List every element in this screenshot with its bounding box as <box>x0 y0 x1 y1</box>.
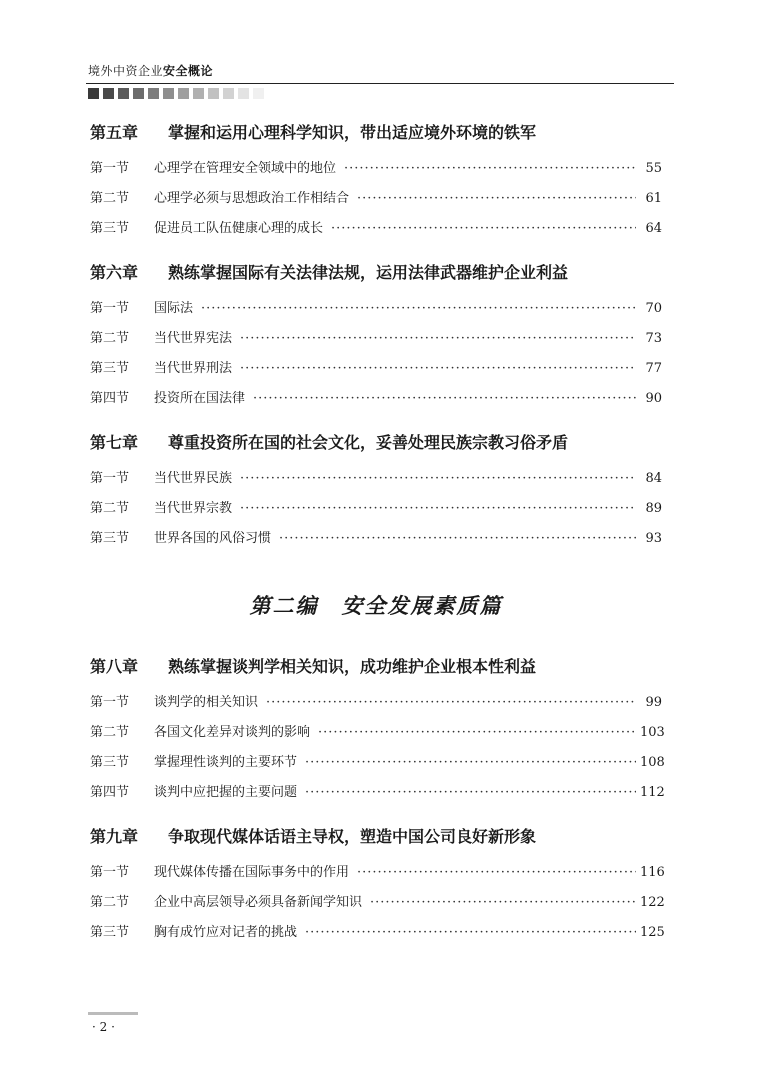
leader-dots <box>240 464 636 494</box>
leader-dots <box>305 918 636 948</box>
page-ref: 61 <box>645 191 662 206</box>
decor-square <box>133 88 144 99</box>
chapter-title: 熟练掌握国际有关法律法规，运用法律武器维护企业利益 <box>168 262 569 282</box>
toc-entry <box>90 384 662 414</box>
section-number: 第三节 <box>90 755 130 770</box>
toc-entry <box>90 748 665 778</box>
section-number: 第一节 <box>90 695 130 710</box>
toc-entry <box>90 858 665 888</box>
leader-dots <box>318 718 636 748</box>
section-number: 第二节 <box>90 725 130 740</box>
page-ref: 77 <box>645 361 662 376</box>
page-ref: 93 <box>645 531 662 546</box>
decor-square <box>223 88 234 99</box>
toc-entry <box>90 778 665 808</box>
section-title: 企业中高层领导必须具备新闻学知识 <box>154 895 363 910</box>
section-title: 谈判中应把握的主要问题 <box>154 785 298 800</box>
decor-square <box>208 88 219 99</box>
toc-entry <box>90 718 665 748</box>
header-title-plain: 境外中资企业 <box>88 64 164 78</box>
section-title: 国际法 <box>154 301 194 316</box>
section-number: 第三节 <box>90 925 130 940</box>
section-title: 胸有成竹应对记者的挑战 <box>154 925 298 940</box>
decor-square <box>253 88 264 99</box>
page-ref: 84 <box>645 471 662 486</box>
section-title: 当代世界宗教 <box>154 501 233 516</box>
leader-dots <box>240 494 636 524</box>
page-ref: 70 <box>645 301 662 316</box>
page-ref: 55 <box>645 161 662 176</box>
toc-entry <box>90 294 662 324</box>
page-ref: 122 <box>640 895 665 910</box>
section-title: 心理学必须与思想政治工作相结合 <box>154 191 350 206</box>
page-ref: 64 <box>645 221 662 236</box>
leader-dots <box>279 524 636 554</box>
toc-entry <box>90 888 665 918</box>
chapter-number: 第九章 <box>90 826 139 846</box>
section-number: 第三节 <box>90 531 130 546</box>
leader-dots <box>305 778 636 808</box>
section-title: 当代世界宪法 <box>154 331 233 346</box>
chapter-title: 尊重投资所在国的社会文化，妥善处理民族宗教习俗矛盾 <box>168 432 569 452</box>
table-of-contents <box>90 118 665 948</box>
leader-dots <box>357 184 636 214</box>
decor-square <box>118 88 129 99</box>
section-number: 第二节 <box>90 895 130 910</box>
page-ref: 99 <box>645 695 662 710</box>
section-title: 投资所在国法律 <box>154 391 246 406</box>
decor-square <box>178 88 189 99</box>
decor-square <box>148 88 159 99</box>
chapter-heading <box>90 258 662 284</box>
chapter-number: 第八章 <box>90 656 139 676</box>
toc-entry <box>90 324 662 354</box>
decor-square <box>193 88 204 99</box>
page-ref: 103 <box>640 725 665 740</box>
section-number: 第二节 <box>90 501 130 516</box>
section-number: 第三节 <box>90 221 130 236</box>
decor-square <box>88 88 99 99</box>
page-number: · 2 · <box>92 1020 115 1034</box>
header-decor-squares <box>88 88 264 99</box>
toc-entry <box>90 214 662 244</box>
page-number-bar <box>88 1012 138 1015</box>
decor-square <box>103 88 114 99</box>
page-ref: 89 <box>645 501 662 516</box>
decor-square <box>163 88 174 99</box>
section-title: 现代媒体传播在国际事务中的作用 <box>154 865 350 880</box>
chapter-title: 掌握和运用心理科学知识，带出适应境外环境的铁军 <box>168 122 537 142</box>
section-title: 掌握理性谈判的主要环节 <box>154 755 298 770</box>
section-number: 第三节 <box>90 361 130 376</box>
decor-square <box>238 88 249 99</box>
page-ref: 108 <box>640 755 665 770</box>
section-number: 第一节 <box>90 865 130 880</box>
page-ref: 90 <box>645 391 662 406</box>
section-number: 第四节 <box>90 391 130 406</box>
leader-dots <box>266 688 636 718</box>
leader-dots <box>253 384 636 414</box>
section-title: 世界各国的风俗习惯 <box>154 531 272 546</box>
section-title: 当代世界民族 <box>154 471 233 486</box>
toc-entry <box>90 524 662 554</box>
page-ref: 73 <box>645 331 662 346</box>
chapter-title: 熟练掌握谈判学相关知识，成功维护企业根本性利益 <box>168 656 537 676</box>
leader-dots <box>370 888 636 918</box>
chapter-heading <box>90 652 662 678</box>
toc-entry <box>90 688 662 718</box>
chapter-heading <box>90 428 662 454</box>
chapter-number: 第七章 <box>90 432 139 452</box>
section-number: 第四节 <box>90 785 130 800</box>
chapter-number: 第五章 <box>90 122 139 142</box>
section-number: 第二节 <box>90 331 130 346</box>
header-rule <box>86 83 674 84</box>
toc-entry <box>90 354 662 384</box>
section-title: 谈判学的相关知识 <box>154 695 259 710</box>
section-title: 促进员工队伍健康心理的成长 <box>154 221 324 236</box>
leader-dots <box>305 748 636 778</box>
section-title: 心理学在管理安全领域中的地位 <box>154 161 337 176</box>
page-ref: 112 <box>640 785 665 800</box>
leader-dots <box>201 294 636 324</box>
page-ref: 116 <box>640 865 665 880</box>
section-number: 第一节 <box>90 301 130 316</box>
toc-entry <box>90 918 665 948</box>
section-number: 第二节 <box>90 191 130 206</box>
leader-dots <box>357 858 636 888</box>
chapter-title: 争取现代媒体话语主导权，塑造中国公司良好新形象 <box>168 826 537 846</box>
running-header <box>88 62 213 79</box>
leader-dots <box>344 154 636 184</box>
toc-entry <box>90 494 662 524</box>
toc-entry <box>90 184 662 214</box>
leader-dots <box>240 354 636 384</box>
chapter-heading <box>90 822 662 848</box>
section-number: 第一节 <box>90 161 130 176</box>
leader-dots <box>240 324 636 354</box>
toc-entry <box>90 464 662 494</box>
section-title: 当代世界刑法 <box>154 361 233 376</box>
chapter-heading <box>90 118 662 144</box>
leader-dots <box>331 214 636 244</box>
chapter-number: 第六章 <box>90 262 139 282</box>
toc-entry <box>90 154 662 184</box>
header-title-bold: 安全概论 <box>163 64 214 78</box>
section-title: 各国文化差异对谈判的影响 <box>154 725 311 740</box>
section-number: 第一节 <box>90 471 130 486</box>
part-title: 第二编 安全发展素质篇 <box>249 594 503 618</box>
page-ref: 125 <box>640 925 665 940</box>
